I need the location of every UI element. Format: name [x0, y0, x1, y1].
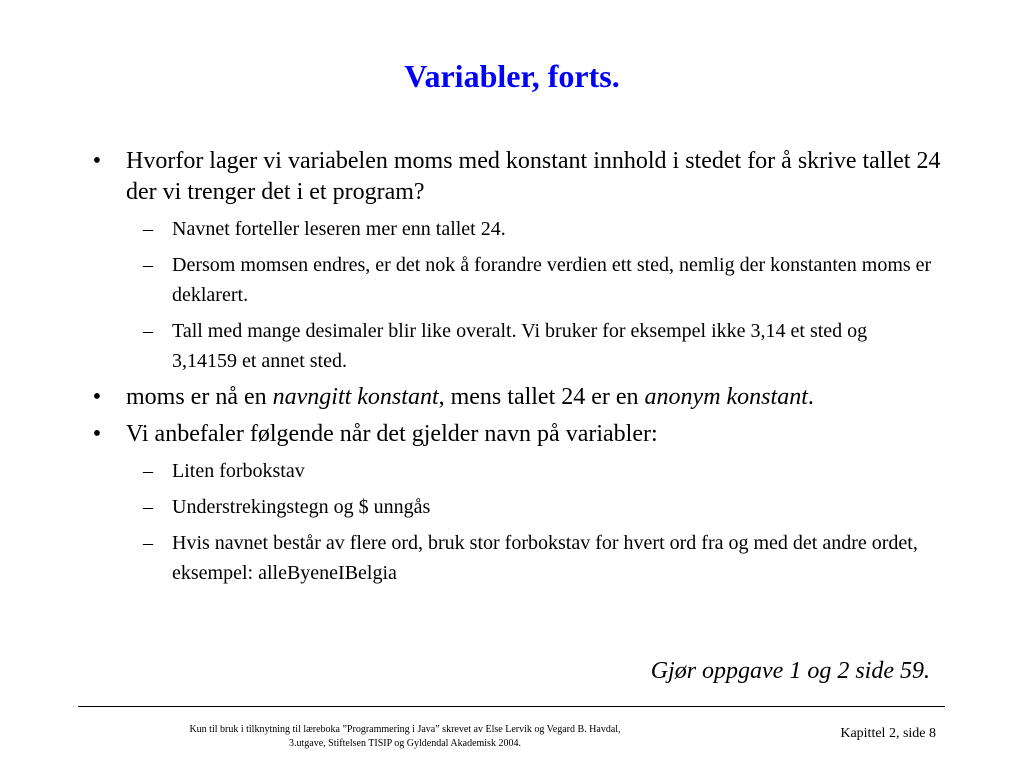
sub-bullet-text: Hvis navnet består av flere ord, bruk stor forbokstav for hvert ord fra og med det andre ordet, eksempel: alleByeneIBelgia: [172, 532, 918, 584]
bullet-text-part: , mens tallet 24 er en: [438, 384, 645, 410]
dash-marker: –: [143, 532, 153, 554]
bullet-text: Hvorfor lager vi variabelen moms med konstant innhold i stedet for å skrive tallet 24 der vi trenger det i et program?: [126, 148, 941, 205]
sub-bullet-text: Liten forbokstav: [172, 460, 305, 482]
bullet-text-part: moms er nå en: [126, 384, 273, 410]
footer-copyright: [140, 723, 670, 751]
footer-copyright-line: Kun til bruk i tilknytning til læreboka ”Programmering i Java” skrevet av Else Lervik og Vegard B. Havdal,: [189, 724, 621, 735]
sub-bullet-text: Dersom momsen endres, er det nok å forandre verdien ett sted, nemlig der konstanten moms er deklarert.: [172, 254, 932, 306]
dash-marker: –: [143, 460, 153, 482]
footer-copyright-line: 3.utgave, Stiftelsen TISIP og Gyldendal Akademisk 2004.: [289, 738, 521, 749]
dash-marker: –: [143, 218, 153, 240]
bullet-marker: •: [92, 421, 102, 447]
sub-bullet-item: [86, 528, 937, 588]
bullet-text-emphasis: anonym konstant: [644, 384, 808, 410]
bullet-marker: •: [92, 148, 102, 174]
exercise-note: Gjør oppgave 1 og 2 side 59.: [650, 658, 930, 684]
footer-divider: [78, 706, 945, 707]
sub-bullet-item: [86, 214, 937, 244]
bullet-text-emphasis: navngitt konstant: [272, 384, 439, 410]
sub-bullet-text: Understrekingstegn og $ unngås: [172, 496, 431, 518]
slide-content: [86, 146, 956, 594]
dash-marker: –: [143, 320, 153, 342]
sub-bullet-item: [86, 492, 937, 522]
page-number: Kapittel 2, side 8: [840, 726, 936, 741]
bullet-text: Vi anbefaler følgende når det gjelder navn på variabler:: [126, 421, 658, 447]
sub-bullet-item: [86, 250, 937, 310]
dash-marker: –: [143, 496, 153, 518]
bullet-text-part: .: [807, 384, 814, 410]
dash-marker: –: [143, 254, 153, 276]
sub-bullet-item: [86, 456, 937, 486]
sub-bullet-item: [86, 316, 937, 376]
bullet-item: [86, 146, 956, 208]
bullet-text: [126, 382, 956, 413]
bullet-item: [86, 419, 956, 450]
slide-title: Variabler, forts.: [404, 58, 620, 94]
bullet-marker: •: [92, 384, 102, 410]
bullet-item: [86, 382, 956, 413]
sub-bullet-text: Navnet forteller leseren mer enn tallet 24.: [172, 218, 506, 240]
sub-bullet-text: Tall med mange desimaler blir like overalt. Vi bruker for eksempel ikke 3,14 et sted og 3,14159 et annet sted.: [172, 320, 868, 372]
